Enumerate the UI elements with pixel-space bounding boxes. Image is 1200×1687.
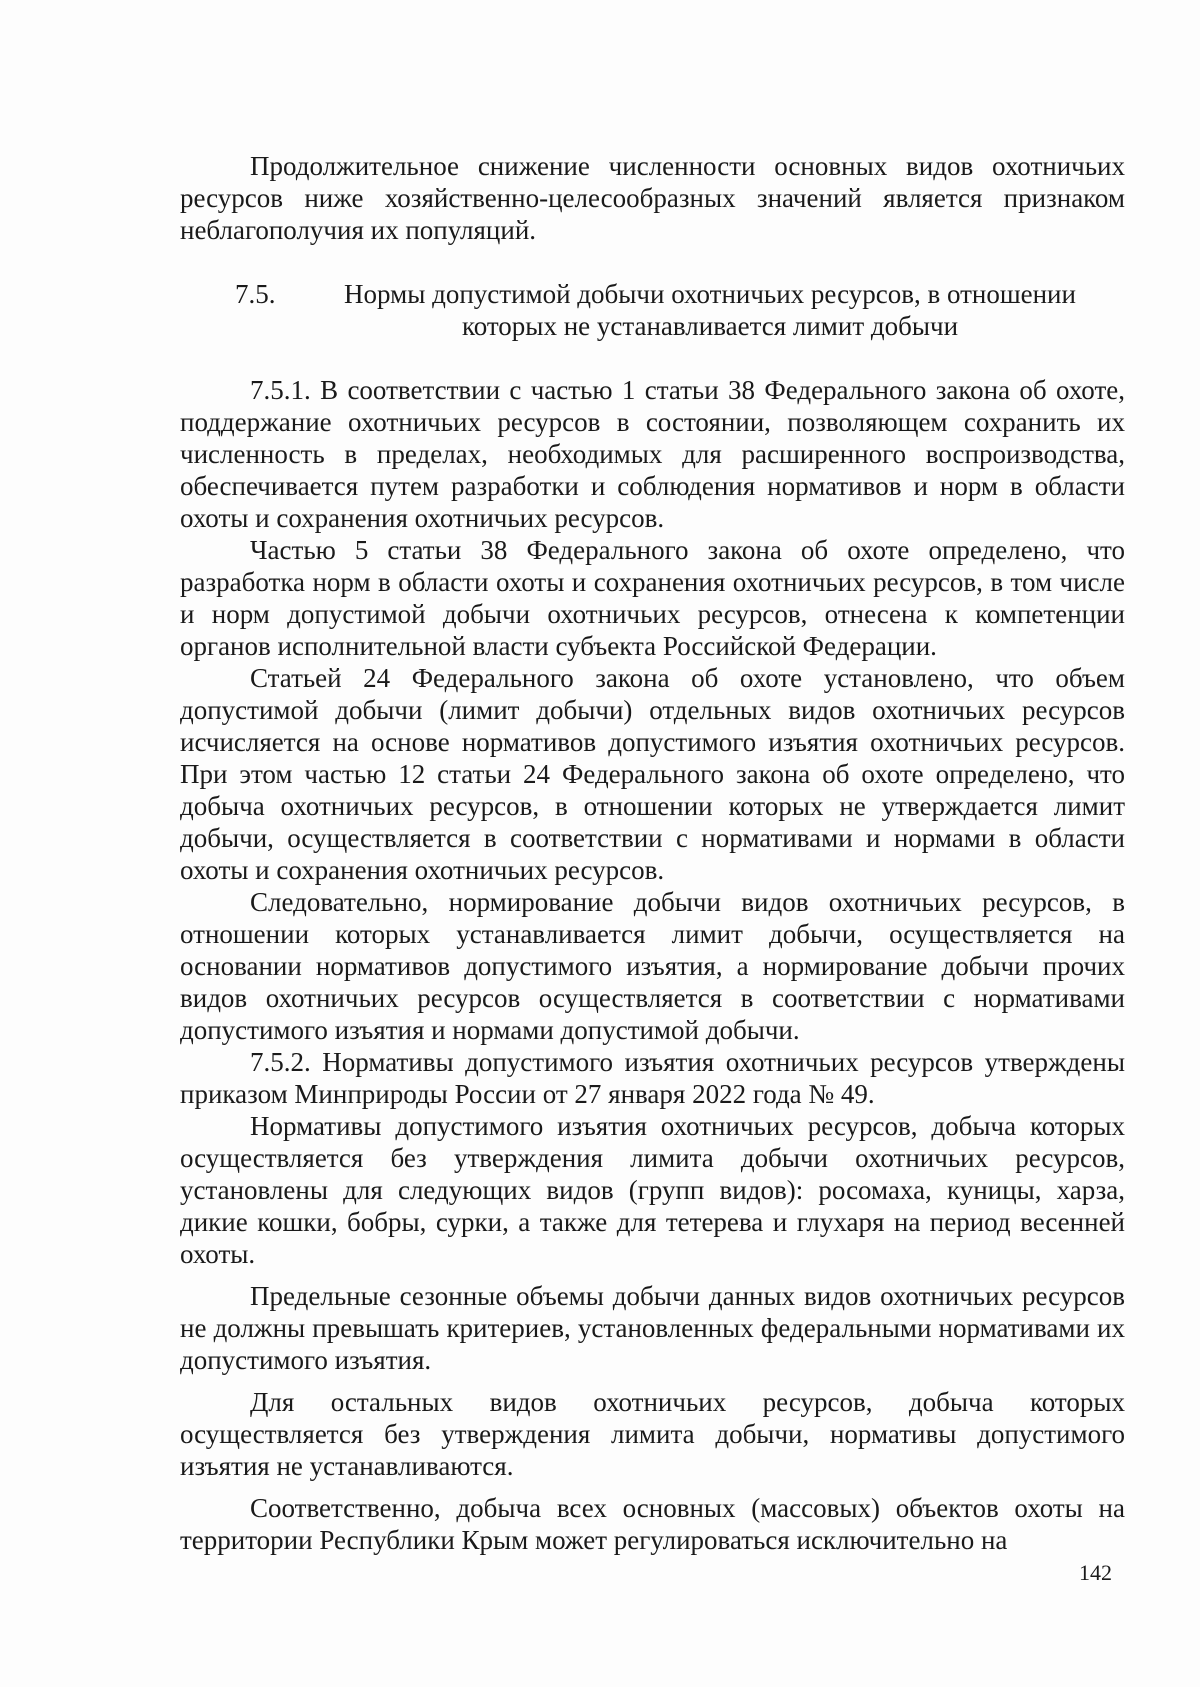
paragraph-seasonal-limits: Предельные сезонные объемы добычи данных видов охотничьих ресурсов не должны превышать критериев, установленных федеральными нормативами их допустимого изъятия.: [180, 1281, 1125, 1375]
paragraph-intro: Продолжительное снижение численности основных видов охотничьих ресурсов ниже хозяйственно-целесообразных значений является признаком неблагополучия их популяций.: [180, 151, 1125, 245]
paragraph-7-5-1: 7.5.1. В соответствии с частью 1 статьи 38 Федерального закона об охоте, поддержание охотничьих ресурсов в состоянии, позволяющем сохранить их численность в пределах, необходимых для расширенного воспроизводства, обеспечивается путем разработки и соблюдения нормативов и норм в области охоты и сохранения охотничьих ресурсов.: [180, 375, 1125, 533]
document-body: [180, 150, 1125, 1556]
paragraph-crimea: Соответственно, добыча всех основных (массовых) объектов охоты на территории Республики Крым может регулироваться исключительно на: [180, 1493, 1125, 1555]
paragraph-other-species: Для остальных видов охотничьих ресурсов, добыча которых осуществляется без утверждения лимита добычи, нормативы допустимого изъятия не устанавливаются.: [180, 1387, 1125, 1481]
section-title-line1: Нормы допустимой добычи охотничьих ресурсов, в отношении: [344, 279, 1076, 309]
section-heading: [180, 278, 1125, 342]
paragraph-norms-species: Нормативы допустимого изъятия охотничьих ресурсов, добыча которых осуществляется без утверждения лимита добычи охотничьих ресурсов, установлены для следующих видов (групп видов): росомаха, куницы, харза, дикие кошки, бобры, сурки, а также для тетерева и глухаря на период весенней охоты.: [180, 1111, 1125, 1269]
page-number: 142: [1079, 1560, 1112, 1585]
section-number: 7.5.: [235, 279, 276, 309]
section-title-line2: которых не устанавливается лимит добычи: [461, 311, 959, 341]
paragraph-part5: Частью 5 статьи 38 Федерального закона об охоте определено, что разработка норм в области охоты и сохранения охотничьих ресурсов, в том числе и норм допустимой добычи охотничьих ресурсов, отнесена к компетенции органов исполнительной власти субъекта Российской Федерации.: [180, 535, 1125, 661]
paragraph-7-5-2: 7.5.2. Нормативы допустимого изъятия охотничьих ресурсов утверждены приказом Минприроды России от 27 января 2022 года № 49.: [180, 1047, 1125, 1109]
paragraph-consequently: Следовательно, нормирование добычи видов охотничьих ресурсов, в отношении которых устанавливается лимит добычи, осуществляется на основании нормативов допустимого изъятия, а нормирование добычи прочих видов охотничьих ресурсов осуществляется в соответствии с нормативами допустимого изъятия и нормами допустимой добычи.: [180, 887, 1125, 1045]
paragraph-article24: Статьей 24 Федерального закона об охоте установлено, что объем допустимой добычи (лимит добычи) отдельных видов охотничьих ресурсов исчисляется на основе нормативов допустимого изъятия охотничьих ресурсов. При этом частью 12 статьи 24 Федерального закона об охоте определено, что добыча охотничьих ресурсов, в отношении которых не утверждается лимит добычи, осуществляется в соответствии с нормативами и нормами в области охоты и сохранения охотничьих ресурсов.: [180, 663, 1125, 885]
